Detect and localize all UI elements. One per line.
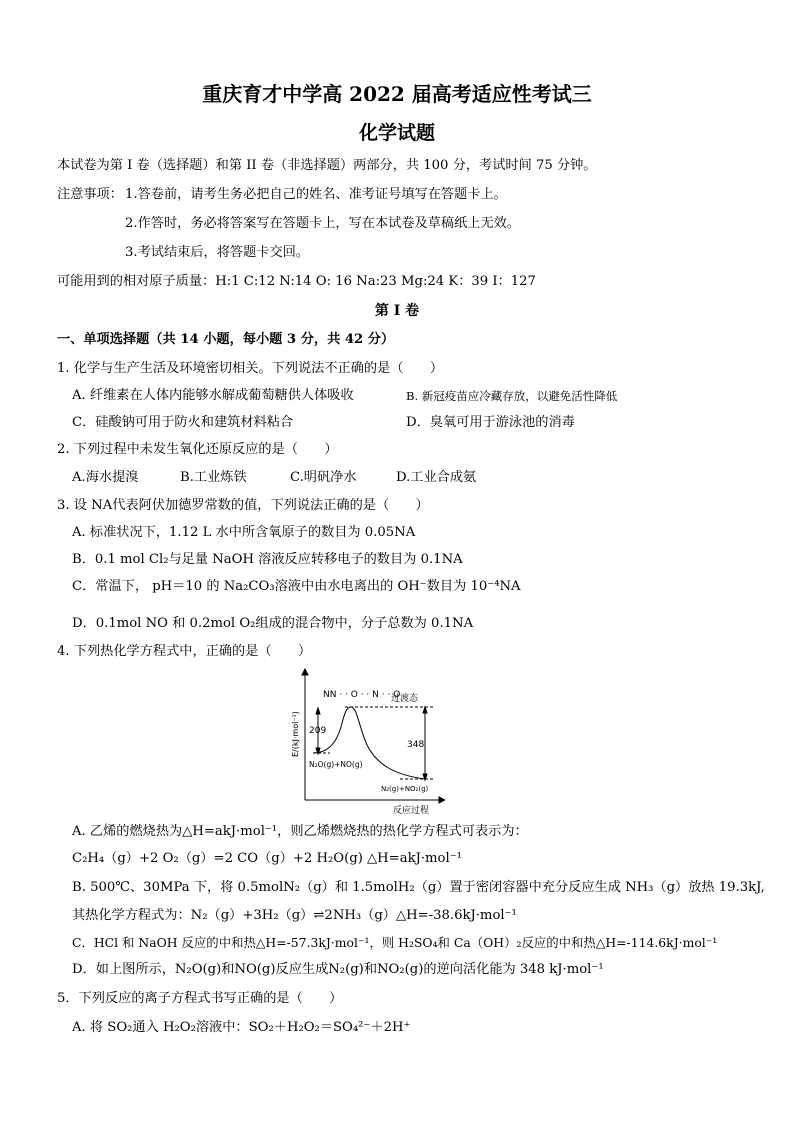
x-axis-arrow [439,797,445,803]
q3-option-b: B．0.1 mol Cl₂与足量 NaOH 溶液反应转移电子的数目为 0.1NA [72,552,463,567]
q1-option-a: A. 纤维素在人体内能够水解成葡萄糖供人体吸收 [72,388,354,403]
q2-option-d: D.工业合成氨 [396,470,477,485]
volume-heading: 第 I 卷 [374,303,420,319]
q1-option-c: C．硅酸钠可用于防火和建筑材料粘合 [72,415,294,430]
q4-option-b-line2: 其热化学方程式为：N₂（g）+3H₂（g）⇌2NH₃（g）△H=-38.6kJ·mol⁻¹ [72,908,517,923]
q2-option-c: C.明矾净水 [290,470,357,485]
y-axis-arrow [302,669,308,675]
value-348: 348 [407,740,425,750]
q1-option-d: D．臭氧可用于游泳池的消毒 [406,415,575,430]
section-heading: 一、单项选择题（共 14 小题，每小题 3 分，共 42 分） [57,332,395,347]
transition-label: 过渡态 [391,694,419,704]
q4-option-a-line2: C₂H₄（g）+2 O₂（g）=2 CO（g）+2 H₂O(g) △H=akJ·mol⁻¹ [72,851,462,866]
q4-stem: 4. 下列热化学方程式中，正确的是（ ） [57,644,312,659]
atomic-mass-line: 可能用到的相对原子质量：H:1 C:12 N:14 O: 16 Na:23 Mg:24 K：39 I：127 [57,274,536,289]
q5-stem: 5．下列反应的离子方程式书写正确的是（ ） [57,991,343,1006]
q2-option-a: A.海水提溴 [72,470,139,485]
q4-option-b-line1: B. 500℃、30MPa 下，将 0.5molN₂（g）和 1.5molH₂（g）置于密闭容器中充分反应生成 NH₃（g）放热 19.3kJ, [72,880,765,895]
q3-option-c: C．常温下， pH＝10 的 Na₂CO₃溶液中由水电离出的 OH⁻数目为 10⁻⁴NA [72,579,521,594]
q2-option-b: B.工业炼铁 [180,470,247,485]
q4-option-d: D．如上图所示，N₂O(g)和NO(g)反应生成N₂(g)和NO₂(g)的逆向活化能为 348 kJ·mol⁻¹ [72,962,604,977]
transition-structure-label: NN · · O · · N · · O [323,690,401,700]
q1-option-b: B. 新冠疫苗应冷藏存放，以避免活性降低 [406,389,618,403]
notes-item-1: 1.答卷前，请考生务必把自己的姓名、准考证号填写在答题卡上。 [125,187,507,202]
page-title: 重庆育才中学高 2022 届高考适应性考试三 [202,82,592,106]
q5-option-a: A. 将 SO₂通入 H₂O₂溶液中：SO₂＋H₂O₂＝SO₄²⁻＋2H⁺ [72,1020,411,1035]
q4-option-c: C．HCl 和 NaOH 反应的中和热△H=-57.3kJ·mol⁻¹，则 H₂SO₄和 Ca（OH）₂反应的中和热△H=-114.6kJ·mol⁻¹ [72,935,718,950]
x-axis-label: 反应过程 [393,806,430,816]
y-axis-label: E/(kJ·mol⁻¹) [291,711,300,757]
q1-stem: 1. 化学与生产生活及环境密切相关。下列说法不正确的是（ ） [57,361,444,376]
notes-item-2: 2.作答时，务必将答案写在答题卡上，写在本试卷及草稿纸上无效。 [125,216,521,231]
q3-option-a: A. 标准状况下，1.12 L 水中所含氧原子的数目为 0.05NA [72,525,416,540]
reactants-label: N₂O(g)+NO(g) [309,760,363,769]
q3-stem: 3. 设 NA代表阿伏加德罗常数的值，下列说法正确的是（ ） [57,498,429,513]
q3-option-d: D．0.1mol NO 和 0.2mol O₂组成的混合物中，分子总数为 0.1NA [72,616,474,631]
notes-label: 注意事项： [57,187,123,202]
notes-item-3: 3.考试结束后，将答题卡交回。 [125,245,310,260]
q2-stem: 2. 下列过程中未发生氧化还原反应的是（ ） [57,442,338,457]
value-209: 209 [309,726,327,736]
energy-diagram [285,667,445,817]
page-subtitle: 化学试题 [358,122,435,144]
q4-option-a-line1: A. 乙烯的燃烧热为△H=akJ·mol⁻¹，则乙烯燃烧热的热化学方程式可表示为： [72,824,528,839]
intro-text: 本试卷为第 I 卷（选择题）和第 II 卷（非选择题）两部分，共 100 分，考试时间 75 分钟。 [57,158,597,173]
products-label: N₂(g)+NO₂(g) [381,785,429,793]
